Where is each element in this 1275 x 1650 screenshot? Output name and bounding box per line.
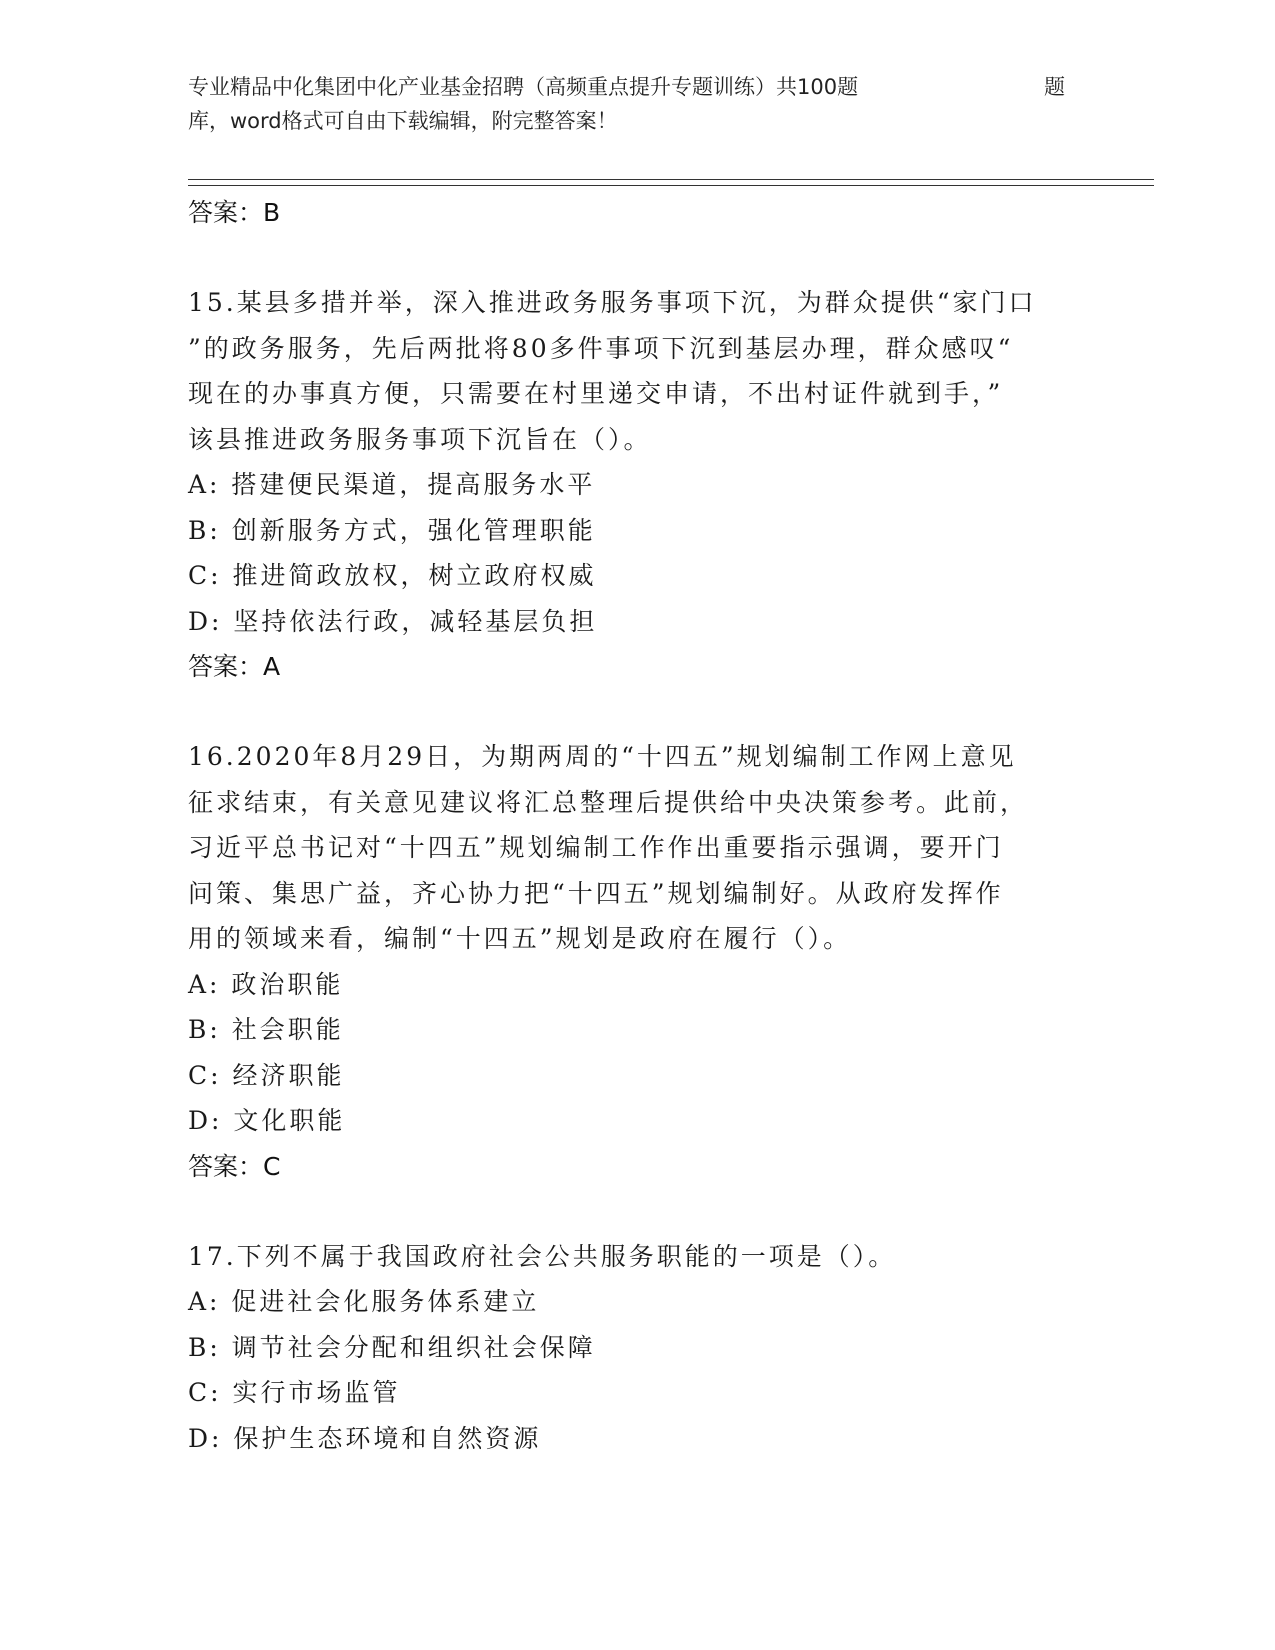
answer-label: 答案： — [188, 1151, 264, 1181]
option-list — [188, 962, 1088, 1144]
option-c: C: 实行市场监管 — [188, 1378, 401, 1407]
header-rule-bottom — [188, 185, 1154, 186]
option-a: A: 促进社会化服务体系建立 — [188, 1287, 540, 1316]
answer-label: 答案： — [188, 198, 264, 227]
answer-q16 — [188, 1144, 1088, 1190]
header-rule-top — [188, 179, 1154, 180]
answer-label: 答案： — [188, 652, 264, 681]
answer-value: B — [263, 198, 281, 227]
option-b: B: 调节社会分配和组织社会保障 — [188, 1332, 596, 1362]
option-c: C: 推进简政放权，树立政府权威 — [188, 561, 597, 590]
option-a: A: 搭建便民渠道，提高服务水平 — [188, 470, 596, 499]
stem-line: 17.下列不属于我国政府社会公共服务职能的一项是（）。 — [188, 1241, 897, 1271]
option-a: A: 政治职能 — [188, 969, 344, 999]
answer-prev — [188, 190, 1088, 236]
option-c: C: 经济职能 — [188, 1060, 345, 1090]
option-d: D: 保护生态环境和自然资源 — [188, 1423, 542, 1453]
question-stem — [188, 280, 1088, 462]
header-title-wrap-char: 题 — [1044, 75, 1065, 99]
page-header — [188, 70, 1088, 138]
stem-line: 习近平总书记对“十四五”规划编制工作作出重要指示强调，要开门 — [188, 833, 1004, 862]
question-17 — [188, 1234, 1088, 1462]
question-stem — [188, 734, 1088, 962]
spacer — [188, 690, 1088, 734]
stem-line: 16.2020年8月29日，为期两周的“十四五”规划编制工作网上意见 — [188, 742, 1017, 771]
stem-line: 现在的办事真方便，只需要在村里递交申请，不出村证件就到手，” — [188, 379, 1004, 408]
answer-q15 — [188, 644, 1088, 690]
option-b: B: 创新服务方式，强化管理职能 — [188, 515, 596, 545]
spacer — [188, 236, 1088, 280]
stem-line: 用的领域来看，编制“十四五”规划是政府在履行（）。 — [188, 924, 852, 953]
header-line-2: 库，word格式可自由下载编辑，附完整答案！ — [188, 109, 618, 133]
header-title: 专业精品中化集团中化产业基金招聘（高频重点提升专题训练）共100题 — [188, 75, 859, 99]
document-body — [188, 190, 1088, 1461]
spacer — [188, 1190, 1088, 1234]
option-list — [188, 1279, 1088, 1461]
option-d: D: 坚持依法行政，减轻基层负担 — [188, 606, 598, 636]
question-stem — [188, 1234, 1088, 1280]
stem-line: 征求结束，有关意见建议将汇总整理后提供给中央决策参考。此前， — [188, 787, 1029, 817]
question-15 — [188, 280, 1088, 644]
stem-line: ”的政务服务，先后两批将80多件事项下沉到基层办理，群众感叹“ — [188, 333, 1014, 363]
stem-line: 15.某县多措并举，深入推进政务服务事项下沉，为群众提供“家门口 — [188, 288, 1037, 317]
option-list — [188, 462, 1088, 644]
stem-line: 问策、集思广益，齐心协力把“十四五”规划编制好。从政府发挥作 — [188, 878, 1004, 908]
option-b: B: 社会职能 — [188, 1015, 344, 1044]
question-16 — [188, 734, 1088, 1144]
option-d: D: 文化职能 — [188, 1106, 346, 1135]
answer-value: C — [263, 1151, 281, 1181]
stem-line: 该县推进政务服务事项下沉旨在（）。 — [188, 424, 652, 454]
header-line-1 — [188, 70, 1088, 104]
answer-value: A — [263, 652, 281, 681]
